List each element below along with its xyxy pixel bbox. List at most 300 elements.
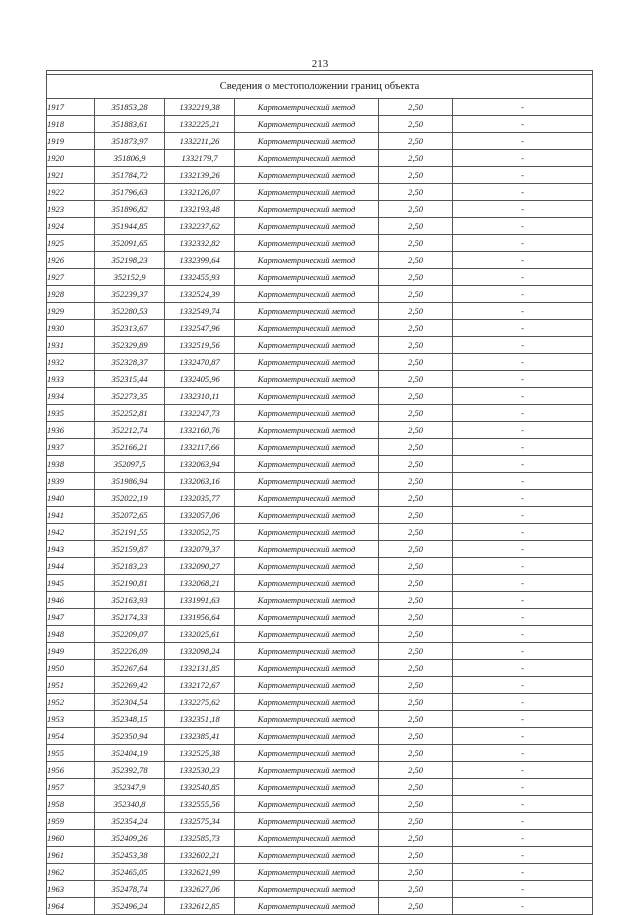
x-coordinate-cell: 352198,23 bbox=[95, 252, 165, 269]
note-cell: - bbox=[453, 286, 593, 303]
x-coordinate-cell: 352209,07 bbox=[95, 626, 165, 643]
note-cell: - bbox=[453, 303, 593, 320]
point-number-cell: 1940 bbox=[47, 490, 95, 507]
note-cell: - bbox=[453, 779, 593, 796]
accuracy-cell: 2,50 bbox=[379, 235, 453, 252]
method-cell: Картометрический метод bbox=[235, 643, 379, 660]
x-coordinate-cell: 352163,93 bbox=[95, 592, 165, 609]
accuracy-cell: 2,50 bbox=[379, 626, 453, 643]
x-coordinate-cell: 352496,24 bbox=[95, 898, 165, 915]
y-coordinate-cell: 1332585,73 bbox=[165, 830, 235, 847]
point-number-cell: 1920 bbox=[47, 150, 95, 167]
note-cell: - bbox=[453, 235, 593, 252]
accuracy-cell: 2,50 bbox=[379, 881, 453, 898]
note-cell: - bbox=[453, 643, 593, 660]
note-cell: - bbox=[453, 116, 593, 133]
x-coordinate-cell: 352190,81 bbox=[95, 575, 165, 592]
table-row bbox=[47, 184, 593, 201]
accuracy-cell: 2,50 bbox=[379, 388, 453, 405]
accuracy-cell: 2,50 bbox=[379, 116, 453, 133]
method-cell: Картометрический метод bbox=[235, 524, 379, 541]
accuracy-cell: 2,50 bbox=[379, 524, 453, 541]
accuracy-cell: 2,50 bbox=[379, 507, 453, 524]
y-coordinate-cell: 1332126,07 bbox=[165, 184, 235, 201]
method-cell: Картометрический метод bbox=[235, 371, 379, 388]
point-number-cell: 1955 bbox=[47, 745, 95, 762]
method-cell: Картометрический метод bbox=[235, 439, 379, 456]
y-coordinate-cell: 1332052,75 bbox=[165, 524, 235, 541]
note-cell: - bbox=[453, 575, 593, 592]
accuracy-cell: 2,50 bbox=[379, 762, 453, 779]
table-row bbox=[47, 847, 593, 864]
table-row bbox=[47, 507, 593, 524]
table-row bbox=[47, 116, 593, 133]
point-number-cell: 1956 bbox=[47, 762, 95, 779]
method-cell: Картометрический метод bbox=[235, 507, 379, 524]
point-number-cell: 1938 bbox=[47, 456, 95, 473]
table-row bbox=[47, 269, 593, 286]
x-coordinate-cell: 351986,94 bbox=[95, 473, 165, 490]
accuracy-cell: 2,50 bbox=[379, 184, 453, 201]
method-cell: Картометрический метод bbox=[235, 558, 379, 575]
x-coordinate-cell: 352280,53 bbox=[95, 303, 165, 320]
note-cell: - bbox=[453, 371, 593, 388]
y-coordinate-cell: 1332310,11 bbox=[165, 388, 235, 405]
method-cell: Картометрический метод bbox=[235, 830, 379, 847]
x-coordinate-cell: 352453,38 bbox=[95, 847, 165, 864]
accuracy-cell: 2,50 bbox=[379, 575, 453, 592]
point-number-cell: 1921 bbox=[47, 167, 95, 184]
table-row bbox=[47, 354, 593, 371]
table-row bbox=[47, 235, 593, 252]
method-cell: Картометрический метод bbox=[235, 898, 379, 915]
accuracy-cell: 2,50 bbox=[379, 813, 453, 830]
accuracy-cell: 2,50 bbox=[379, 473, 453, 490]
x-coordinate-cell: 352392,78 bbox=[95, 762, 165, 779]
accuracy-cell: 2,50 bbox=[379, 269, 453, 286]
x-coordinate-cell: 352465,05 bbox=[95, 864, 165, 881]
y-coordinate-cell: 1331991,63 bbox=[165, 592, 235, 609]
x-coordinate-cell: 352354,24 bbox=[95, 813, 165, 830]
y-coordinate-cell: 1332602,21 bbox=[165, 847, 235, 864]
y-coordinate-cell: 1332193,48 bbox=[165, 201, 235, 218]
point-number-cell: 1959 bbox=[47, 813, 95, 830]
note-cell: - bbox=[453, 898, 593, 915]
x-coordinate-cell: 351944,85 bbox=[95, 218, 165, 235]
accuracy-cell: 2,50 bbox=[379, 660, 453, 677]
x-coordinate-cell: 352269,42 bbox=[95, 677, 165, 694]
accuracy-cell: 2,50 bbox=[379, 779, 453, 796]
x-coordinate-cell: 352347,9 bbox=[95, 779, 165, 796]
y-coordinate-cell: 1331956,64 bbox=[165, 609, 235, 626]
method-cell: Картометрический метод bbox=[235, 864, 379, 881]
note-cell: - bbox=[453, 184, 593, 201]
y-coordinate-cell: 1332160,76 bbox=[165, 422, 235, 439]
method-cell: Картометрический метод bbox=[235, 320, 379, 337]
y-coordinate-cell: 1332575,34 bbox=[165, 813, 235, 830]
accuracy-cell: 2,50 bbox=[379, 286, 453, 303]
method-cell: Картометрический метод bbox=[235, 796, 379, 813]
page-number: 213 bbox=[311, 58, 329, 70]
y-coordinate-cell: 1332351,18 bbox=[165, 711, 235, 728]
table-row bbox=[47, 150, 593, 167]
x-coordinate-cell: 352350,94 bbox=[95, 728, 165, 745]
accuracy-cell: 2,50 bbox=[379, 354, 453, 371]
table-row bbox=[47, 762, 593, 779]
note-cell: - bbox=[453, 609, 593, 626]
table-row bbox=[47, 711, 593, 728]
method-cell: Картометрический метод bbox=[235, 388, 379, 405]
table-row bbox=[47, 524, 593, 541]
x-coordinate-cell: 352097,5 bbox=[95, 456, 165, 473]
y-coordinate-cell: 1332555,56 bbox=[165, 796, 235, 813]
y-coordinate-cell: 1332405,96 bbox=[165, 371, 235, 388]
note-cell: - bbox=[453, 728, 593, 745]
point-number-cell: 1939 bbox=[47, 473, 95, 490]
method-cell: Картометрический метод bbox=[235, 728, 379, 745]
point-number-cell: 1934 bbox=[47, 388, 95, 405]
x-coordinate-cell: 352267,64 bbox=[95, 660, 165, 677]
note-cell: - bbox=[453, 201, 593, 218]
y-coordinate-cell: 1332139,26 bbox=[165, 167, 235, 184]
y-coordinate-cell: 1332540,85 bbox=[165, 779, 235, 796]
point-number-cell: 1937 bbox=[47, 439, 95, 456]
table-row bbox=[47, 99, 593, 116]
point-number-cell: 1964 bbox=[47, 898, 95, 915]
x-coordinate-cell: 352315,44 bbox=[95, 371, 165, 388]
accuracy-cell: 2,50 bbox=[379, 558, 453, 575]
y-coordinate-cell: 1332470,87 bbox=[165, 354, 235, 371]
x-coordinate-cell: 352409,26 bbox=[95, 830, 165, 847]
accuracy-cell: 2,50 bbox=[379, 796, 453, 813]
table-row bbox=[47, 456, 593, 473]
note-cell: - bbox=[453, 762, 593, 779]
accuracy-cell: 2,50 bbox=[379, 167, 453, 184]
table-row bbox=[47, 473, 593, 490]
note-cell: - bbox=[453, 167, 593, 184]
boundary-coordinates-table bbox=[46, 70, 593, 915]
table-row bbox=[47, 592, 593, 609]
method-cell: Картометрический метод bbox=[235, 405, 379, 422]
x-coordinate-cell: 352273,35 bbox=[95, 388, 165, 405]
accuracy-cell: 2,50 bbox=[379, 830, 453, 847]
table-row bbox=[47, 898, 593, 915]
point-number-cell: 1949 bbox=[47, 643, 95, 660]
note-cell: - bbox=[453, 405, 593, 422]
point-number-cell: 1919 bbox=[47, 133, 95, 150]
point-number-cell: 1946 bbox=[47, 592, 95, 609]
table-row bbox=[47, 864, 593, 881]
table-row bbox=[47, 337, 593, 354]
accuracy-cell: 2,50 bbox=[379, 847, 453, 864]
point-number-cell: 1936 bbox=[47, 422, 95, 439]
table-body bbox=[47, 71, 593, 915]
point-number-cell: 1950 bbox=[47, 660, 95, 677]
accuracy-cell: 2,50 bbox=[379, 609, 453, 626]
note-cell: - bbox=[453, 830, 593, 847]
x-coordinate-cell: 352212,74 bbox=[95, 422, 165, 439]
x-coordinate-cell: 351853,28 bbox=[95, 99, 165, 116]
method-cell: Картометрический метод bbox=[235, 184, 379, 201]
accuracy-cell: 2,50 bbox=[379, 694, 453, 711]
method-cell: Картометрический метод bbox=[235, 422, 379, 439]
y-coordinate-cell: 1332063,94 bbox=[165, 456, 235, 473]
point-number-cell: 1944 bbox=[47, 558, 95, 575]
x-coordinate-cell: 351873,97 bbox=[95, 133, 165, 150]
x-coordinate-cell: 352022,19 bbox=[95, 490, 165, 507]
table-row bbox=[47, 830, 593, 847]
accuracy-cell: 2,50 bbox=[379, 490, 453, 507]
accuracy-cell: 2,50 bbox=[379, 745, 453, 762]
method-cell: Картометрический метод bbox=[235, 745, 379, 762]
table-row bbox=[47, 779, 593, 796]
accuracy-cell: 2,50 bbox=[379, 677, 453, 694]
table-row bbox=[47, 745, 593, 762]
note-cell: - bbox=[453, 524, 593, 541]
y-coordinate-cell: 1332332,82 bbox=[165, 235, 235, 252]
y-coordinate-cell: 1332211,26 bbox=[165, 133, 235, 150]
table-row bbox=[47, 388, 593, 405]
table-row bbox=[47, 558, 593, 575]
point-number-cell: 1923 bbox=[47, 201, 95, 218]
note-cell: - bbox=[453, 847, 593, 864]
x-coordinate-cell: 352252,81 bbox=[95, 405, 165, 422]
x-coordinate-cell: 352191,55 bbox=[95, 524, 165, 541]
table-row bbox=[47, 201, 593, 218]
note-cell: - bbox=[453, 694, 593, 711]
y-coordinate-cell: 1332172,67 bbox=[165, 677, 235, 694]
accuracy-cell: 2,50 bbox=[379, 303, 453, 320]
table-row bbox=[47, 252, 593, 269]
y-coordinate-cell: 1332399,64 bbox=[165, 252, 235, 269]
point-number-cell: 1960 bbox=[47, 830, 95, 847]
method-cell: Картометрический метод bbox=[235, 575, 379, 592]
method-cell: Картометрический метод bbox=[235, 694, 379, 711]
accuracy-cell: 2,50 bbox=[379, 405, 453, 422]
y-coordinate-cell: 1332627,06 bbox=[165, 881, 235, 898]
note-cell: - bbox=[453, 354, 593, 371]
method-cell: Картометрический метод bbox=[235, 252, 379, 269]
x-coordinate-cell: 352313,67 bbox=[95, 320, 165, 337]
point-number-cell: 1926 bbox=[47, 252, 95, 269]
x-coordinate-cell: 352166,21 bbox=[95, 439, 165, 456]
table-row bbox=[47, 133, 593, 150]
point-number-cell: 1929 bbox=[47, 303, 95, 320]
x-coordinate-cell: 352174,33 bbox=[95, 609, 165, 626]
method-cell: Картометрический метод bbox=[235, 762, 379, 779]
method-cell: Картометрический метод bbox=[235, 847, 379, 864]
y-coordinate-cell: 1332247,73 bbox=[165, 405, 235, 422]
method-cell: Картометрический метод bbox=[235, 286, 379, 303]
point-number-cell: 1927 bbox=[47, 269, 95, 286]
x-coordinate-cell: 352340,8 bbox=[95, 796, 165, 813]
accuracy-cell: 2,50 bbox=[379, 711, 453, 728]
method-cell: Картометрический метод bbox=[235, 490, 379, 507]
y-coordinate-cell: 1332117,66 bbox=[165, 439, 235, 456]
table-row bbox=[47, 541, 593, 558]
accuracy-cell: 2,50 bbox=[379, 643, 453, 660]
note-cell: - bbox=[453, 473, 593, 490]
note-cell: - bbox=[453, 592, 593, 609]
point-number-cell: 1935 bbox=[47, 405, 95, 422]
accuracy-cell: 2,50 bbox=[379, 133, 453, 150]
accuracy-cell: 2,50 bbox=[379, 456, 453, 473]
point-number-cell: 1933 bbox=[47, 371, 95, 388]
method-cell: Картометрический метод bbox=[235, 626, 379, 643]
point-number-cell: 1931 bbox=[47, 337, 95, 354]
method-cell: Картометрический метод bbox=[235, 303, 379, 320]
y-coordinate-cell: 1332547,96 bbox=[165, 320, 235, 337]
table-row bbox=[47, 881, 593, 898]
x-coordinate-cell: 351796,63 bbox=[95, 184, 165, 201]
x-coordinate-cell: 352239,37 bbox=[95, 286, 165, 303]
y-coordinate-cell: 1332525,38 bbox=[165, 745, 235, 762]
accuracy-cell: 2,50 bbox=[379, 592, 453, 609]
note-cell: - bbox=[453, 422, 593, 439]
y-coordinate-cell: 1332549,74 bbox=[165, 303, 235, 320]
note-cell: - bbox=[453, 660, 593, 677]
x-coordinate-cell: 352348,15 bbox=[95, 711, 165, 728]
table-row bbox=[47, 626, 593, 643]
y-coordinate-cell: 1332131,85 bbox=[165, 660, 235, 677]
table-header-row bbox=[47, 75, 593, 99]
y-coordinate-cell: 1332079,37 bbox=[165, 541, 235, 558]
x-coordinate-cell: 352404,19 bbox=[95, 745, 165, 762]
accuracy-cell: 2,50 bbox=[379, 728, 453, 745]
x-coordinate-cell: 352183,23 bbox=[95, 558, 165, 575]
point-number-cell: 1945 bbox=[47, 575, 95, 592]
point-number-cell: 1925 bbox=[47, 235, 95, 252]
note-cell: - bbox=[453, 626, 593, 643]
accuracy-cell: 2,50 bbox=[379, 252, 453, 269]
x-coordinate-cell: 351806,9 bbox=[95, 150, 165, 167]
method-cell: Картометрический метод bbox=[235, 711, 379, 728]
table-row bbox=[47, 643, 593, 660]
x-coordinate-cell: 352152,9 bbox=[95, 269, 165, 286]
y-coordinate-cell: 1332098,24 bbox=[165, 643, 235, 660]
note-cell: - bbox=[453, 150, 593, 167]
table-title: Сведения о местоположении границ объекта bbox=[47, 75, 593, 99]
table-row bbox=[47, 167, 593, 184]
accuracy-cell: 2,50 bbox=[379, 541, 453, 558]
y-coordinate-cell: 1332385,41 bbox=[165, 728, 235, 745]
y-coordinate-cell: 1332219,38 bbox=[165, 99, 235, 116]
accuracy-cell: 2,50 bbox=[379, 99, 453, 116]
table-row bbox=[47, 677, 593, 694]
accuracy-cell: 2,50 bbox=[379, 337, 453, 354]
table-row bbox=[47, 490, 593, 507]
point-number-cell: 1954 bbox=[47, 728, 95, 745]
point-number-cell: 1922 bbox=[47, 184, 95, 201]
point-number-cell: 1917 bbox=[47, 99, 95, 116]
note-cell: - bbox=[453, 439, 593, 456]
y-coordinate-cell: 1332621,99 bbox=[165, 864, 235, 881]
method-cell: Картометрический метод bbox=[235, 813, 379, 830]
method-cell: Картометрический метод bbox=[235, 269, 379, 286]
note-cell: - bbox=[453, 677, 593, 694]
table-row bbox=[47, 303, 593, 320]
method-cell: Картометрический метод bbox=[235, 660, 379, 677]
x-coordinate-cell: 352329,89 bbox=[95, 337, 165, 354]
accuracy-cell: 2,50 bbox=[379, 201, 453, 218]
x-coordinate-cell: 352478,74 bbox=[95, 881, 165, 898]
point-number-cell: 1951 bbox=[47, 677, 95, 694]
x-coordinate-cell: 351784,72 bbox=[95, 167, 165, 184]
method-cell: Картометрический метод bbox=[235, 592, 379, 609]
table-row bbox=[47, 218, 593, 235]
method-cell: Картометрический метод bbox=[235, 541, 379, 558]
x-coordinate-cell: 352226,09 bbox=[95, 643, 165, 660]
method-cell: Картометрический метод bbox=[235, 779, 379, 796]
method-cell: Картометрический метод bbox=[235, 116, 379, 133]
accuracy-cell: 2,50 bbox=[379, 371, 453, 388]
note-cell: - bbox=[453, 796, 593, 813]
method-cell: Картометрический метод bbox=[235, 354, 379, 371]
note-cell: - bbox=[453, 252, 593, 269]
table-row bbox=[47, 694, 593, 711]
accuracy-cell: 2,50 bbox=[379, 864, 453, 881]
point-number-cell: 1948 bbox=[47, 626, 95, 643]
y-coordinate-cell: 1332090,27 bbox=[165, 558, 235, 575]
point-number-cell: 1918 bbox=[47, 116, 95, 133]
table-row bbox=[47, 728, 593, 745]
table-row bbox=[47, 405, 593, 422]
method-cell: Картометрический метод bbox=[235, 473, 379, 490]
point-number-cell: 1943 bbox=[47, 541, 95, 558]
accuracy-cell: 2,50 bbox=[379, 898, 453, 915]
method-cell: Картометрический метод bbox=[235, 218, 379, 235]
method-cell: Картометрический метод bbox=[235, 99, 379, 116]
x-coordinate-cell: 352304,54 bbox=[95, 694, 165, 711]
note-cell: - bbox=[453, 711, 593, 728]
y-coordinate-cell: 1332612,85 bbox=[165, 898, 235, 915]
point-number-cell: 1932 bbox=[47, 354, 95, 371]
point-number-cell: 1962 bbox=[47, 864, 95, 881]
method-cell: Картометрический метод bbox=[235, 150, 379, 167]
point-number-cell: 1961 bbox=[47, 847, 95, 864]
note-cell: - bbox=[453, 864, 593, 881]
note-cell: - bbox=[453, 218, 593, 235]
y-coordinate-cell: 1332035,77 bbox=[165, 490, 235, 507]
note-cell: - bbox=[453, 558, 593, 575]
y-coordinate-cell: 1332225,21 bbox=[165, 116, 235, 133]
table-row bbox=[47, 320, 593, 337]
x-coordinate-cell: 352159,87 bbox=[95, 541, 165, 558]
table-row bbox=[47, 422, 593, 439]
method-cell: Картометрический метод bbox=[235, 235, 379, 252]
note-cell: - bbox=[453, 813, 593, 830]
point-number-cell: 1952 bbox=[47, 694, 95, 711]
method-cell: Картометрический метод bbox=[235, 201, 379, 218]
note-cell: - bbox=[453, 320, 593, 337]
note-cell: - bbox=[453, 269, 593, 286]
note-cell: - bbox=[453, 745, 593, 762]
method-cell: Картометрический метод bbox=[235, 881, 379, 898]
note-cell: - bbox=[453, 541, 593, 558]
table-row bbox=[47, 575, 593, 592]
point-number-cell: 1953 bbox=[47, 711, 95, 728]
x-coordinate-cell: 351896,82 bbox=[95, 201, 165, 218]
note-cell: - bbox=[453, 490, 593, 507]
note-cell: - bbox=[453, 456, 593, 473]
method-cell: Картометрический метод bbox=[235, 133, 379, 150]
y-coordinate-cell: 1332237,62 bbox=[165, 218, 235, 235]
x-coordinate-cell: 352072,65 bbox=[95, 507, 165, 524]
note-cell: - bbox=[453, 388, 593, 405]
y-coordinate-cell: 1332057,06 bbox=[165, 507, 235, 524]
note-cell: - bbox=[453, 133, 593, 150]
point-number-cell: 1958 bbox=[47, 796, 95, 813]
